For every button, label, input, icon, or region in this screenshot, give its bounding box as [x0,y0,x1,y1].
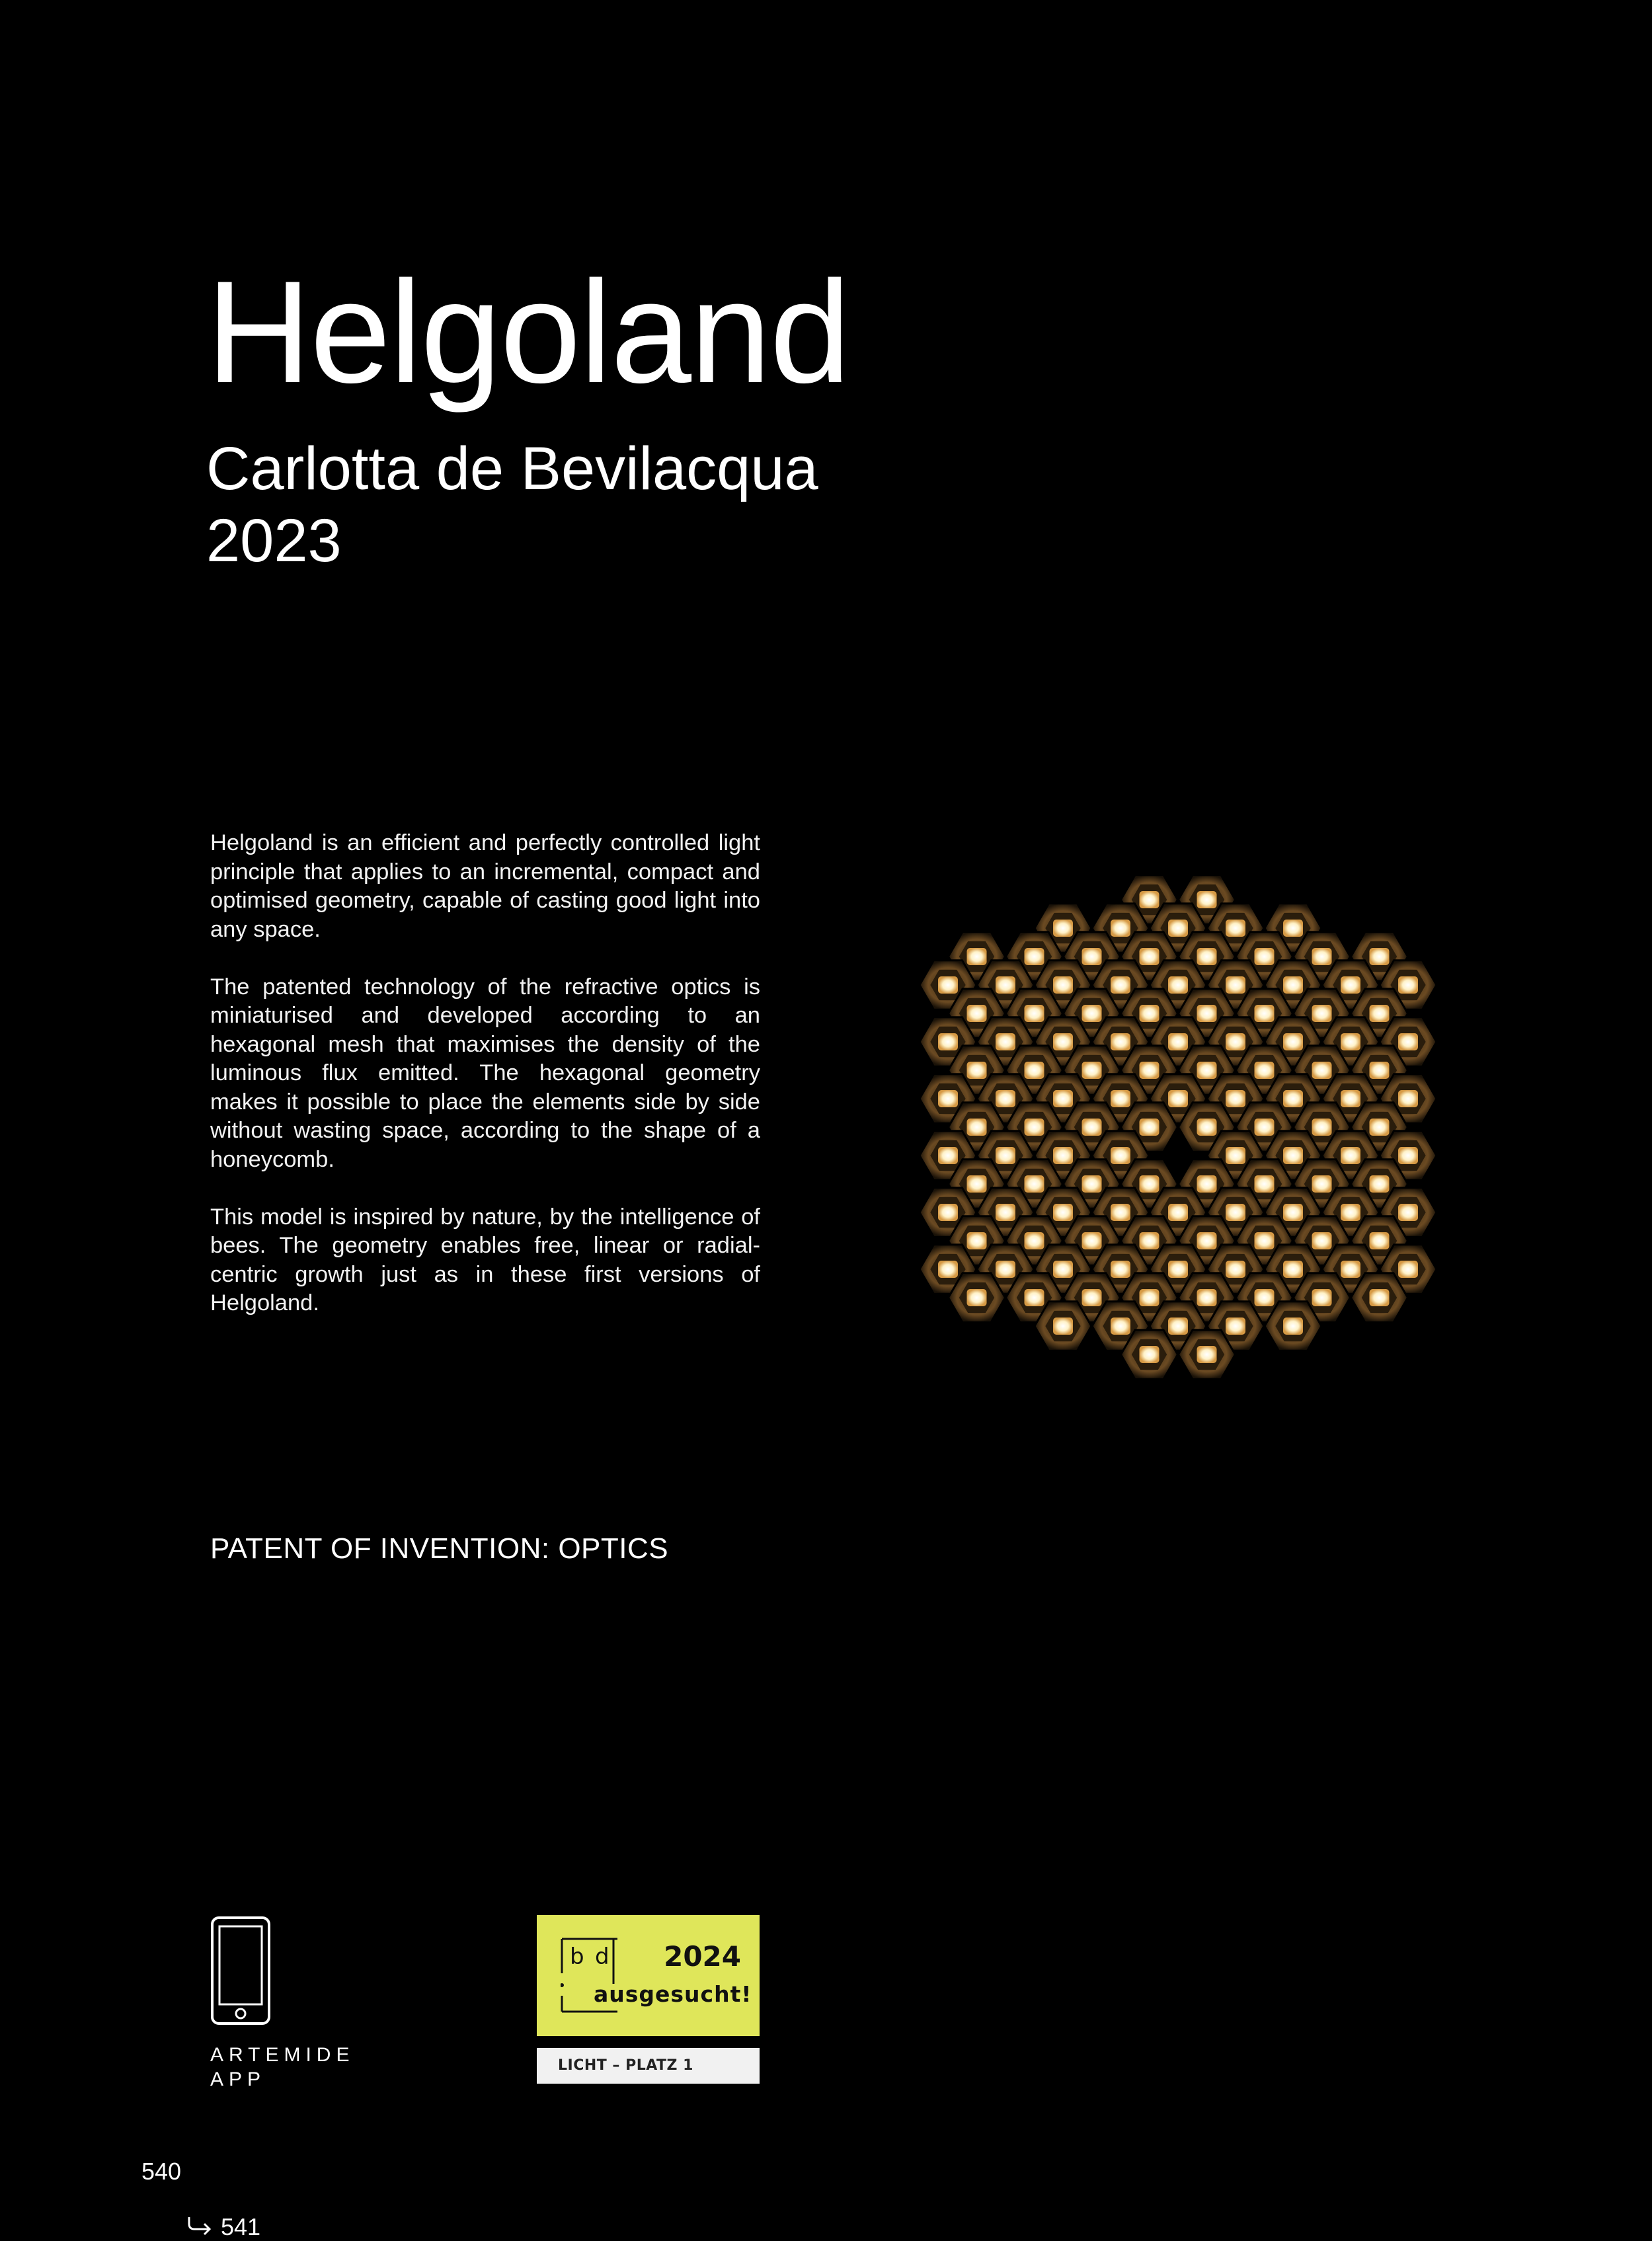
app-label-line: APP [210,2068,266,2090]
product-description [210,829,760,1347]
smartphone-icon[interactable] [210,1916,271,2025]
description-paragraph: Helgoland is an efficient and perfectly controlled light principle that applies to an incremental, compact and optimised geometry, capable of casting good light into any space. [210,830,760,942]
award-label: ausgesucht! [594,1981,752,2007]
description-paragraph: The patented technology of the refractive optics is miniaturised and developed according to an hexagonal mesh that maximises the density of the luminous flux emitted. The hexagonal geometry makes it possible to place the elements side by side without wasting space, according to the shape of a honeycomb. [210,974,760,1172]
designer-name: Carlotta de Bevilacqua [206,435,818,502]
description-paragraph: This model is inspired by nature, by the intelligence of bees. The geometry enables free, linear or radial-centric growth just as in these first versions of Helgoland. [210,1204,760,1316]
page-number-current: 540 [141,2158,182,2185]
patent-note: PATENT OF INVENTION: OPTICS [210,1532,669,1565]
award-badge [537,1915,760,2036]
return-arrow-icon[interactable] [186,2216,213,2236]
app-label-line: ARTEMIDE [210,2044,355,2066]
product-subtitle [206,433,818,576]
award-caption: LICHT – PLATZ 1 [537,2048,760,2084]
page-number-next[interactable]: 541 [221,2213,261,2240]
logo-letter: b [570,1944,584,1970]
award-year: 2024 [664,1940,741,1973]
honeycomb-lamp-image [909,840,1448,1415]
logo-letter: d [595,1944,610,1970]
product-year: 2023 [206,506,342,574]
app-label[interactable] [210,2043,354,2092]
product-title: Helgoland [206,251,849,413]
